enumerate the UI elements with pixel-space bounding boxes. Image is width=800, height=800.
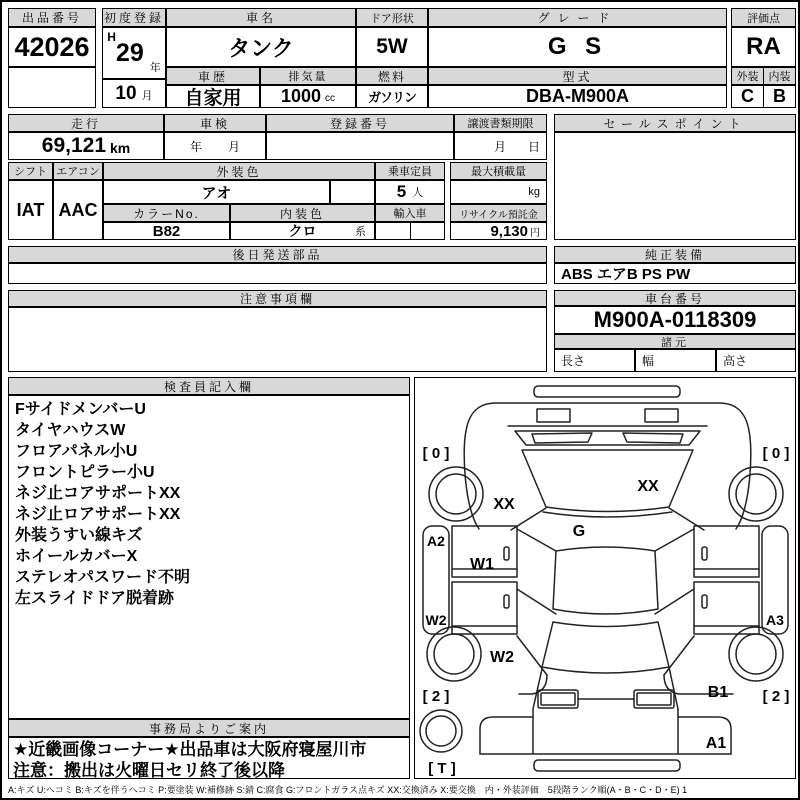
sales-point-header: セールスポイント — [554, 114, 796, 132]
max-load-value-cell — [450, 180, 547, 204]
color-no-value: B82 — [103, 222, 230, 240]
equipment-header: 純正装備 — [554, 246, 796, 263]
mark-rocker-a2: A2 — [426, 532, 445, 549]
mileage-value-cell — [8, 132, 164, 160]
auction-no-value: 42026 — [8, 27, 96, 67]
capacity-value-cell — [375, 180, 445, 204]
exterior-grade: C — [731, 85, 764, 108]
grade-header: グレード — [428, 8, 727, 27]
displacement-value: 1000 — [280, 86, 322, 106]
int-color-value-cell — [230, 222, 375, 240]
transfer-month-unit: 月 — [493, 139, 506, 154]
spec-length-label: 長さ — [554, 349, 635, 372]
int-color-value: クロ — [288, 223, 317, 239]
shaken-year-unit: 年 — [189, 139, 202, 154]
mark-rocker-w2: W2 — [425, 611, 446, 628]
auction-no-header: 出品番号 — [8, 8, 96, 27]
inspector-item: フロアパネル小U — [15, 443, 138, 460]
displacement-unit: cc — [325, 93, 336, 104]
mileage-header: 走行 — [8, 114, 164, 132]
chassis-header: 車台番号 — [554, 290, 796, 306]
ext-color-header: 外装色 — [103, 162, 375, 180]
recycle-unit: 円 — [530, 227, 540, 239]
mileage-unit: km — [110, 140, 131, 156]
color-no-header: カラーNo. — [103, 204, 230, 222]
aircon-header: エアコン — [53, 162, 103, 180]
fuel-value: ガソリン — [356, 85, 428, 108]
front-bumper-strip — [534, 386, 680, 397]
parts-body — [8, 263, 547, 284]
interior-header: 内装 — [763, 67, 796, 85]
door-value: 5W — [356, 27, 428, 67]
transfer-day-unit: 日 — [527, 139, 540, 154]
office-line: ★近畿画像コーナー★出品車は大阪府寝屋川市 — [13, 740, 367, 759]
mark-glass-g: G — [572, 522, 585, 540]
first-reg-year-unit: 年 — [149, 62, 161, 74]
office-body — [8, 737, 410, 779]
first-reg-era: H — [107, 30, 116, 44]
exterior-header: 外装 — [731, 67, 764, 85]
wheel-front-right — [729, 467, 783, 521]
spec-width-label: 幅 — [635, 349, 716, 372]
first-reg-year-cell — [102, 27, 166, 79]
spec-height-label: 高さ — [716, 349, 796, 372]
mark-corner-front-right: [ 0 ] — [762, 444, 789, 462]
mark-quarter-w2: W2 — [489, 648, 514, 666]
office-header: 事務局よりご案内 — [8, 719, 410, 737]
ext-color-empty — [330, 180, 375, 204]
mark-rocker-a3: A3 — [765, 611, 784, 628]
ext-color-value: アオ — [103, 180, 330, 204]
inspector-item: 左スライドドア脱着跡 — [15, 590, 175, 607]
inspector-item: ネジ止コアサポートXX — [15, 485, 181, 502]
auction-no-empty — [8, 67, 96, 108]
rear-glass — [542, 622, 669, 673]
grade-value: G S — [428, 27, 727, 67]
shift-header: シフト — [8, 162, 53, 180]
displacement-value-cell — [260, 85, 356, 108]
first-reg-month: 10 — [115, 82, 137, 104]
equipment-value: ABS エアB PS PW — [554, 263, 796, 284]
chassis-value: M900A-0118309 — [554, 306, 796, 334]
car-name-value: タンク — [166, 27, 356, 67]
headlight-left — [537, 409, 570, 422]
mark-spare-t: [ T ] — [427, 759, 456, 777]
shaken-header: 車検 — [164, 114, 266, 132]
car-name-header: 車名 — [166, 8, 356, 27]
inspector-header: 検査員記入欄 — [8, 377, 410, 395]
damage-legend: A:キズ U:ヘコミ B:キズを伴うヘコミ P:要塗装 W:補修跡 S:錆 C:腐食 G:フロントガラス点キズ XX:交換済み X:要交換 内・外装評価 5段階ランク順(A・B・C・D・E) 1 — [8, 785, 688, 795]
car-diagram — [414, 377, 796, 779]
transfer-value-cell — [454, 132, 547, 160]
inspector-item: フロントピラー小U — [15, 464, 155, 481]
notes-body — [8, 307, 547, 372]
score-header: 評価点 — [731, 8, 796, 27]
recycle-fee: 9,130 — [490, 222, 528, 240]
first-reg-header: 初度登録 — [102, 8, 166, 27]
headlight-right — [645, 409, 678, 422]
recycle-value-cell — [450, 222, 547, 240]
score-value: RA — [731, 27, 796, 67]
office-line: 注意：搬出は火曜日セリ終了後以降 — [13, 761, 285, 779]
capacity-unit: 人 — [412, 187, 424, 199]
interior-grade: B — [763, 85, 796, 108]
reg-no-header: 登録番号 — [266, 114, 454, 132]
import-value-left — [375, 222, 411, 240]
first-reg-month-unit: 月 — [141, 90, 153, 102]
inspector-item: タイヤハウスW — [15, 422, 126, 439]
max-load-unit: kg — [528, 186, 540, 198]
shaken-value-cell — [164, 132, 266, 160]
inspector-item: ホイールカバーX — [15, 548, 138, 565]
inspector-item: ネジ止ロアサポートXX — [15, 506, 181, 523]
mark-corner-rear-left: [ 2 ] — [422, 687, 449, 705]
notes-header: 注意事項欄 — [8, 290, 547, 307]
mark-corner-rear-right: [ 2 ] — [762, 687, 789, 705]
spec-header: 諸元 — [554, 334, 796, 349]
displacement-header: 排気量 — [260, 67, 356, 85]
mark-door-w1: W1 — [469, 555, 494, 573]
mark-quarter-b1: B1 — [707, 683, 728, 701]
parts-header: 後日発送部品 — [8, 246, 547, 263]
first-reg-year: 29 — [115, 38, 144, 67]
sales-point-body — [554, 132, 796, 240]
fuel-header: 燃料 — [356, 67, 428, 85]
inspector-item: ステレオパスワード不明 — [15, 569, 191, 586]
transfer-header: 譲渡書類期限 — [454, 114, 547, 132]
mark-fender-xx: XX — [492, 495, 515, 513]
door-header: ドア形状 — [356, 8, 428, 27]
rear-bumper-strip — [534, 760, 680, 771]
inspector-list — [8, 395, 410, 719]
int-color-unit: 系 — [355, 226, 366, 238]
int-color-header: 内装色 — [230, 204, 375, 222]
model-value: DBA-M900A — [428, 85, 727, 108]
history-value: 自家用 — [166, 85, 260, 108]
mileage-value: 69,121 — [41, 134, 106, 157]
import-header: 輸入車 — [375, 204, 445, 222]
car-diagram-svg — [416, 379, 795, 778]
reg-no-value — [266, 132, 454, 160]
wheel-rear-left — [427, 627, 481, 681]
mark-windshield-xx: XX — [636, 477, 659, 495]
inspector-item: 外装うすい線キズ — [15, 527, 143, 544]
windshield — [522, 450, 693, 512]
capacity-header: 乗車定員 — [375, 162, 445, 180]
inspector-item: FサイドメンバーU — [15, 401, 146, 418]
aircon-value: AAC — [53, 180, 103, 240]
max-load-header: 最大積載量 — [450, 162, 547, 180]
shift-value: IAT — [8, 180, 53, 240]
capacity-value: 5 — [396, 182, 407, 201]
history-header: 車歴 — [166, 67, 260, 85]
mark-corner-front-left: [ 0 ] — [422, 444, 449, 462]
wheel-front-left — [429, 467, 483, 521]
mark-bumper-a1: A1 — [705, 734, 726, 752]
roof — [553, 547, 658, 614]
recycle-header: リサイクル預託金 — [450, 204, 547, 222]
wheel-rear-right — [729, 627, 783, 681]
first-reg-month-cell — [102, 79, 166, 108]
model-header: 型式 — [428, 67, 727, 85]
shaken-month-unit: 月 — [228, 139, 241, 154]
import-value-right — [410, 222, 445, 240]
